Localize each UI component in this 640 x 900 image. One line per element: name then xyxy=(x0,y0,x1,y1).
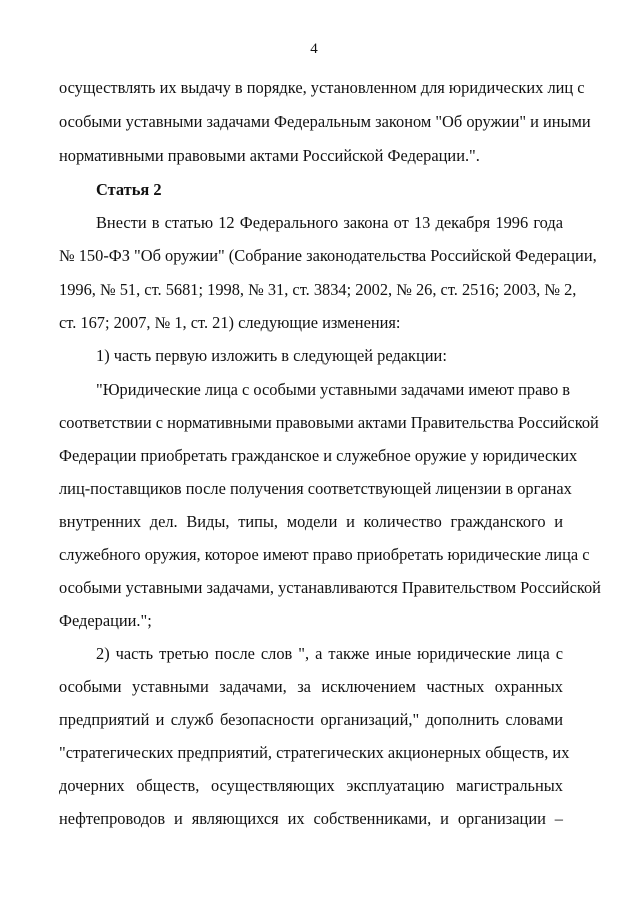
text-line: Федерации."; xyxy=(59,611,152,630)
list-item-1: 1) часть первую изложить в следующей редакции: xyxy=(96,346,447,365)
text-line: соответствии с нормативными правовыми актами Правительства Российской xyxy=(59,413,599,432)
text-line: осуществлять их выдачу в порядке, установленном для юридических лиц с xyxy=(59,78,585,97)
text-line: 1996, № 51, ст. 5681; 1998, № 31, ст. 3834; 2002, № 26, ст. 2516; 2003, № 2, xyxy=(59,280,577,299)
text-line: нормативными правовыми актами Российской Федерации.". xyxy=(59,146,480,165)
text-line: служебного оружия, которое имеют право приобретать юридические лица с xyxy=(59,545,590,564)
text-line: "стратегических предприятий, стратегических акционерных обществ, их xyxy=(59,743,570,762)
text-line: Внести в статью 12 Федерального закона от 13 декабря 1996 года xyxy=(96,213,563,232)
text-line: лиц-поставщиков после получения соответствующей лицензии в органах xyxy=(59,479,572,498)
list-item-2: 2) часть третью после слов ", а также иные юридические лица с xyxy=(96,644,563,663)
text-line: особыми уставными задачами, за исключением частных охранных xyxy=(59,677,563,696)
text-line: Федерации приобретать гражданское и служебное оружие у юридических xyxy=(59,446,578,465)
article-heading: Статья 2 xyxy=(96,180,162,199)
page-number: 4 xyxy=(310,41,318,57)
text-line: предприятий и служб безопасности организаций," дополнить словами xyxy=(59,710,563,729)
text-line: ст. 167; 2007, № 1, ст. 21) следующие изменения: xyxy=(59,313,401,332)
text-line: "Юридические лица с особыми уставными задачами имеют право в xyxy=(96,380,571,399)
text-line: № 150-ФЗ "Об оружии" (Собрание законодательства Российской Федерации, xyxy=(59,246,597,265)
text-line: внутренних дел. Виды, типы, модели и количество гражданского и xyxy=(59,512,563,531)
text-line: особыми уставными задачами, устанавливаются Правительством Российской xyxy=(59,578,601,597)
text-line: дочерних обществ, осуществляющих эксплуатацию магистральных xyxy=(59,776,563,795)
text-line: особыми уставными задачами Федеральным законом "Об оружии" и иными xyxy=(59,112,591,131)
text-line: нефтепроводов и являющихся их собственниками, и организации – xyxy=(59,809,563,828)
